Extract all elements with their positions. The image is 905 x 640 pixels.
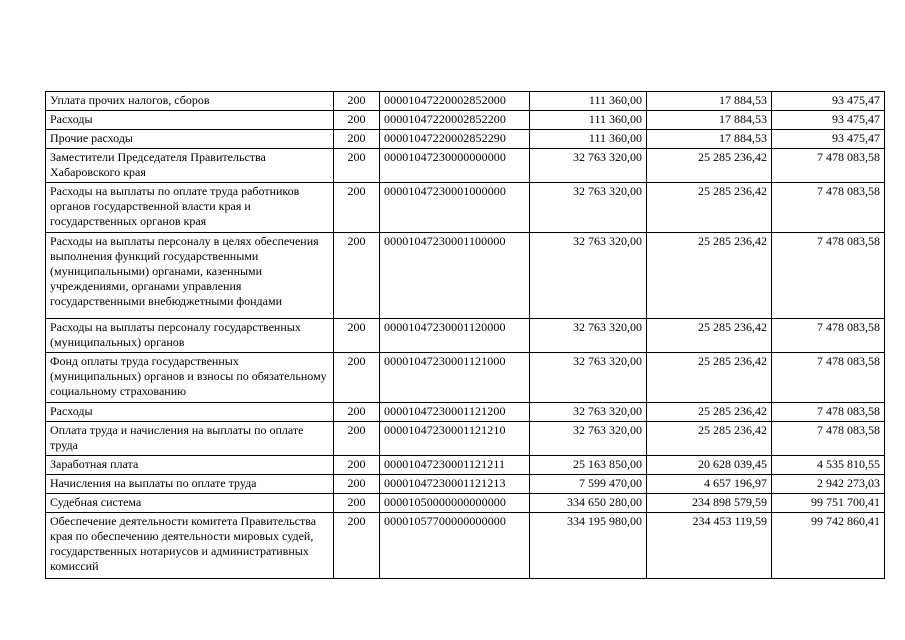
row-name-cell: Фонд оплаты труда государственных (муниципальных) органов и взносы по обязательному социальному страхованию xyxy=(46,353,334,403)
row-budget-code-cell: 00001047220002852000 xyxy=(380,92,530,111)
row-remaining-cell: 93 475,47 xyxy=(772,111,885,130)
row-name-cell: Расходы на выплаты персоналу государственных (муниципальных) органов xyxy=(46,319,334,353)
row-budget-code-cell: 00001047230001121210 xyxy=(380,422,530,456)
row-approved-cell: 32 763 320,00 xyxy=(530,319,647,353)
row-budget-code-cell: 00001050000000000000 xyxy=(380,494,530,513)
row-remaining-cell: 7 478 083,58 xyxy=(772,149,885,183)
row-executed-cell: 234 898 579,59 xyxy=(647,494,772,513)
row-remaining-cell: 7 478 083,58 xyxy=(772,233,885,319)
row-approved-cell: 334 195 980,00 xyxy=(530,513,647,579)
row-executed-cell: 17 884,53 xyxy=(647,130,772,149)
row-name-cell: Судебная система xyxy=(46,494,334,513)
row-executed-cell: 25 285 236,42 xyxy=(647,149,772,183)
row-line-code-cell: 200 xyxy=(334,92,380,111)
row-approved-cell: 32 763 320,00 xyxy=(530,422,647,456)
row-name-cell: Заместители Председателя Правительства Хабаровского края xyxy=(46,149,334,183)
row-remaining-cell: 93 475,47 xyxy=(772,92,885,111)
row-line-code-cell: 200 xyxy=(334,233,380,319)
row-executed-cell: 25 285 236,42 xyxy=(647,403,772,422)
row-approved-cell: 32 763 320,00 xyxy=(530,403,647,422)
row-budget-code-cell: 00001047230001120000 xyxy=(380,319,530,353)
row-executed-cell: 25 285 236,42 xyxy=(647,422,772,456)
row-remaining-cell: 7 478 083,58 xyxy=(772,319,885,353)
row-name-cell: Начисления на выплаты по оплате труда xyxy=(46,475,334,494)
row-name-cell: Расходы на выплаты персоналу в целях обеспечения выполнения функций государственными (муниципальными) органами, казенными учреждениями, органами управления государственными внебюджетными фондами xyxy=(46,233,334,319)
row-budget-code-cell: 00001047230001121000 xyxy=(380,353,530,403)
row-line-code-cell: 200 xyxy=(334,353,380,403)
row-executed-cell: 17 884,53 xyxy=(647,92,772,111)
row-executed-cell: 25 285 236,42 xyxy=(647,183,772,233)
row-line-code-cell: 200 xyxy=(334,149,380,183)
row-line-code-cell: 200 xyxy=(334,403,380,422)
row-approved-cell: 111 360,00 xyxy=(530,111,647,130)
row-remaining-cell: 99 751 700,41 xyxy=(772,494,885,513)
row-executed-cell: 20 628 039,45 xyxy=(647,456,772,475)
row-line-code-cell: 200 xyxy=(334,111,380,130)
table-row xyxy=(46,92,885,111)
table-row xyxy=(46,353,885,403)
row-executed-cell: 4 657 196,97 xyxy=(647,475,772,494)
table-row xyxy=(46,513,885,579)
row-approved-cell: 32 763 320,00 xyxy=(530,353,647,403)
row-name-cell: Расходы xyxy=(46,403,334,422)
table-row xyxy=(46,403,885,422)
row-remaining-cell: 7 478 083,58 xyxy=(772,183,885,233)
row-approved-cell: 111 360,00 xyxy=(530,130,647,149)
row-line-code-cell: 200 xyxy=(334,513,380,579)
row-approved-cell: 25 163 850,00 xyxy=(530,456,647,475)
table-row xyxy=(46,422,885,456)
table-row xyxy=(46,319,885,353)
row-name-cell: Обеспечение деятельности комитета Правительства края по обеспечению деятельности мировых судей, государственных нотариусов и административных комиссий xyxy=(46,513,334,579)
row-remaining-cell: 7 478 083,58 xyxy=(772,353,885,403)
row-remaining-cell: 99 742 860,41 xyxy=(772,513,885,579)
table-row xyxy=(46,130,885,149)
row-remaining-cell: 2 942 273,03 xyxy=(772,475,885,494)
row-line-code-cell: 200 xyxy=(334,319,380,353)
budget-execution-table xyxy=(45,91,885,579)
row-line-code-cell: 200 xyxy=(334,130,380,149)
row-line-code-cell: 200 xyxy=(334,494,380,513)
row-approved-cell: 7 599 470,00 xyxy=(530,475,647,494)
row-line-code-cell: 200 xyxy=(334,475,380,494)
row-remaining-cell: 7 478 083,58 xyxy=(772,422,885,456)
row-name-cell: Уплата прочих налогов, сборов xyxy=(46,92,334,111)
row-budget-code-cell: 00001057700000000000 xyxy=(380,513,530,579)
table-row xyxy=(46,456,885,475)
row-budget-code-cell: 00001047230001000000 xyxy=(380,183,530,233)
row-executed-cell: 25 285 236,42 xyxy=(647,233,772,319)
row-line-code-cell: 200 xyxy=(334,183,380,233)
table-row xyxy=(46,149,885,183)
table-row xyxy=(46,233,885,319)
row-line-code-cell: 200 xyxy=(334,456,380,475)
row-approved-cell: 334 650 280,00 xyxy=(530,494,647,513)
row-budget-code-cell: 00001047230001100000 xyxy=(380,233,530,319)
row-budget-code-cell: 00001047220002852290 xyxy=(380,130,530,149)
row-budget-code-cell: 00001047230000000000 xyxy=(380,149,530,183)
table-row xyxy=(46,494,885,513)
row-name-cell: Расходы на выплаты по оплате труда работников органов государственной власти края и государственных органов края xyxy=(46,183,334,233)
row-approved-cell: 111 360,00 xyxy=(530,92,647,111)
table-row xyxy=(46,183,885,233)
table-row xyxy=(46,111,885,130)
row-budget-code-cell: 00001047230001121213 xyxy=(380,475,530,494)
row-executed-cell: 25 285 236,42 xyxy=(647,319,772,353)
row-name-cell: Заработная плата xyxy=(46,456,334,475)
row-budget-code-cell: 00001047220002852200 xyxy=(380,111,530,130)
row-name-cell: Расходы xyxy=(46,111,334,130)
row-executed-cell: 17 884,53 xyxy=(647,111,772,130)
row-remaining-cell: 7 478 083,58 xyxy=(772,403,885,422)
row-line-code-cell: 200 xyxy=(334,422,380,456)
row-approved-cell: 32 763 320,00 xyxy=(530,149,647,183)
row-name-cell: Прочие расходы xyxy=(46,130,334,149)
row-executed-cell: 25 285 236,42 xyxy=(647,353,772,403)
row-approved-cell: 32 763 320,00 xyxy=(530,233,647,319)
row-budget-code-cell: 00001047230001121211 xyxy=(380,456,530,475)
row-approved-cell: 32 763 320,00 xyxy=(530,183,647,233)
row-budget-code-cell: 00001047230001121200 xyxy=(380,403,530,422)
row-name-cell: Оплата труда и начисления на выплаты по оплате труда xyxy=(46,422,334,456)
row-remaining-cell: 4 535 810,55 xyxy=(772,456,885,475)
row-executed-cell: 234 453 119,59 xyxy=(647,513,772,579)
row-remaining-cell: 93 475,47 xyxy=(772,130,885,149)
table-row xyxy=(46,475,885,494)
table-body xyxy=(46,92,885,579)
